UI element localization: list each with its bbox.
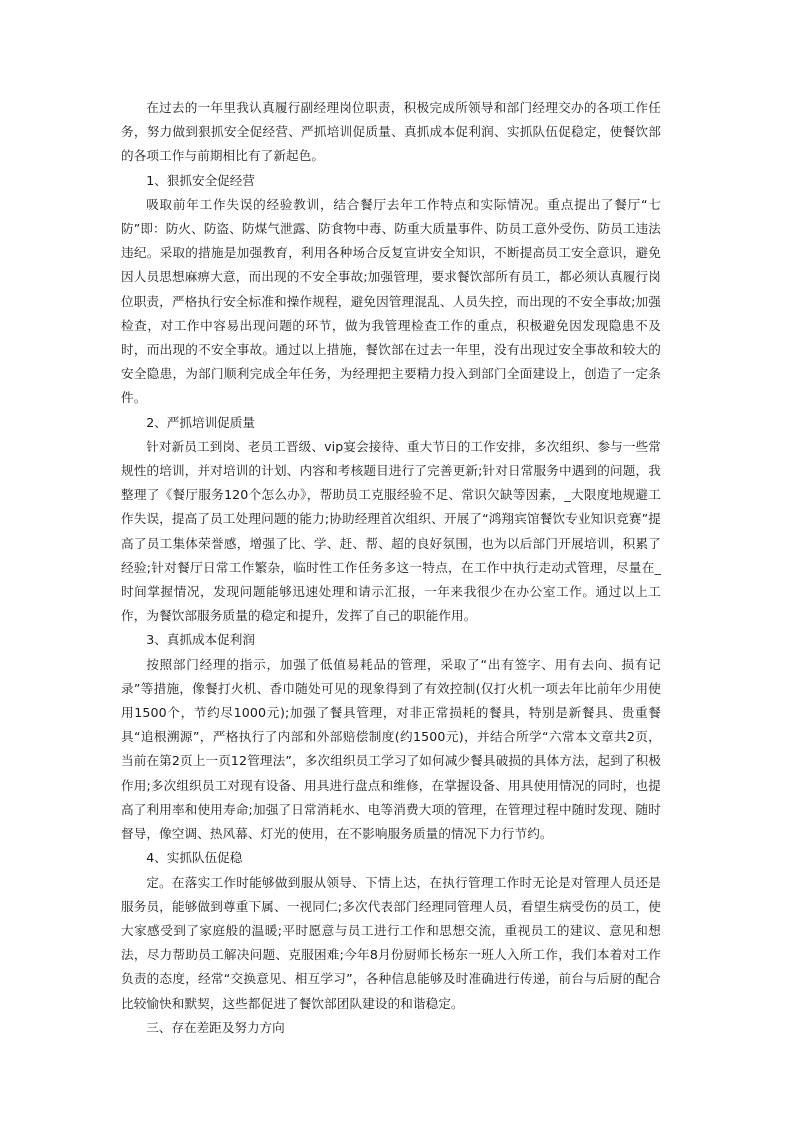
section-body-safety: 吸取前年工作失误的经验教训，结合餐厅去年工作特点和实际情况。重点提出了餐厅“七防”即：防火、防盗、防煤气泄露、防食物中毒、防重大质量事件、防员工意外受伤、防员工违法违纪。采取的措施是加强教育，利用各种场合反复宣讲安全知识，不断提高员工安全意识，避免因人员思想麻痹大意，而出现的不安全事故;加强管理，要求餐饮部所有员工，都必须认真履行岗位职责，严格执行安全标准和操作规程，避免因管理混乱、人员失控，而出现的不安全事故;加强检查，对工作中容易出现问题的环节，做为我管理检查工作的重点，积极避免因发现隐患不及时，而出现的不安全事故。通过以上措施，餐饮部在过去一年里，没有出现过安全事故和较大的安全隐患，为部门顺利完成全年任务，为经理把主要精力投入到部门全面建设上，创造了一定条件。 [121,196,661,406]
section-body-training: 针对新员工到岗、老员工晋级、vip宴会接待、重大节日的工作安排，多次组织、参与一些常规性的培训，并对培训的计划、内容和考核题目进行了完善更新;针对日常服务中遇到的问题，我整理了《餐厅服务120个怎么办》，帮助员工克服经验不足、常识欠缺等因素，_大限度地规避工作失误，提高了员工处理问题的能力;协助经理首次组织、开展了“鸿翔宾馆餐饮专业知识竞赛”提高了员工集体荣誉感，增强了比、学、赶、帮、超的良好氛围，也为以后部门开展培训，积累了经验;针对餐厅日常工作繁杂，临时性工作任务多这一特点，在工作中执行走动式管理，尽量在_时间掌握情况，发现问题能够迅速处理和请示汇报，一年来我很少在办公室工作。通过以上工作，为餐饮部服务质量的稳定和提升，发挥了自己的职能作用。 [121,438,661,624]
section-heading-gaps: 三、存在差距及努力方向 [146,1019,285,1035]
document-page [121,96,661,1040]
section-heading-team: 4、实抓队伍促稳 [146,850,243,866]
intro-paragraph: 在过去的一年里我认真履行副经理岗位职责，积极完成所领导和部门经理交办的各项工作任务，努力做到狠抓安全促经营、严抓培训促质量、真抓成本促利润、实抓队伍促稳定，使餐饮部的各项工作与前期相比有了新起色。 [121,100,661,164]
section-heading-training: 2、严抓培训促质量 [146,414,255,430]
section-heading-cost: 3、真抓成本促利润 [146,632,255,648]
section-body-team: 定。在落实工作时能够做到服从领导、下情上达，在执行管理工作时无论是对管理人员还是服务员，能够做到尊重下属、一视同仁;多次代表部门经理同管理人员，看望生病受伤的员工，使大家感受到了家庭般的温暖;平时愿意与员工进行工作和思想交流，重视员工的建议、意见和想法，尽力帮助员工解决问题、克服困难;今年8月份厨师长杨东一班人入所工作，我们本着对工作负责的态度，经常“交换意见、相互学习”，各种信息能够及时准确进行传递，前台与后厨的配合比较愉快和默契，这些都促进了餐饮部团队建设的和谐稳定。 [121,874,661,1011]
section-body-cost: 按照部门经理的指示，加强了低值易耗品的管理，采取了“出有签字、用有去向、损有记录”等措施，像餐打火机、香巾随处可见的现象得到了有效控制(仅打火机一项去年比前年少用使用1500个，节约尽1000元);加强了餐具管理，对非正常损耗的餐具，特别是新餐具、贵重餐具“追根溯源”，严格执行了内部和外部赔偿制度(约1500元)，并结合所学“六常本文章共2页，当前在第2页上一页12管理法”，多次组织员工学习了如何减少餐具破损的具体方法，起到了积极作用;多次组织员工对现有设备、用具进行盘点和维修，在掌握设备、用具使用情况的同时，也提高了利用率和使用寿命;加强了日常消耗水、电等消费大项的管理，在管理过程中随时发现、随时督导，像空调、热风幕、灯光的使用，在不影响服务质量的情况下力行节约。 [121,656,661,842]
section-heading-safety: 1、狠抓安全促经营 [146,172,255,188]
